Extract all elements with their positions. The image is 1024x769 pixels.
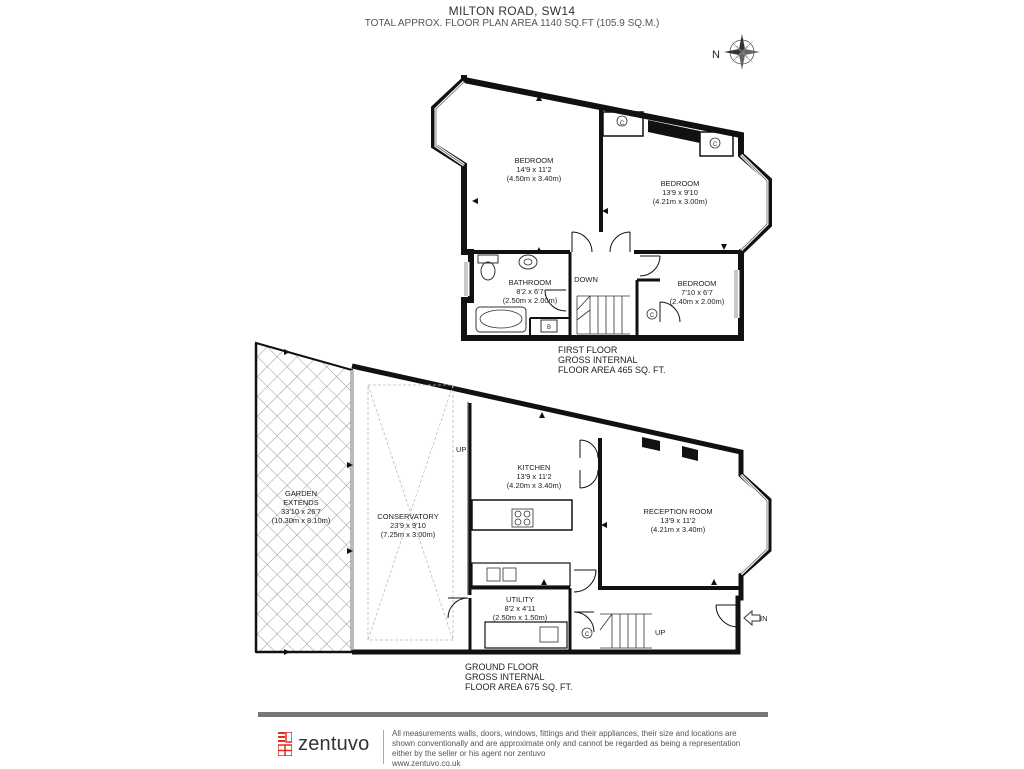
brand-logo xyxy=(278,732,369,756)
room-dims-conservatory: 23'9 x 9'10 xyxy=(390,521,426,530)
room-name-bedroom-1: BEDROOM xyxy=(514,156,554,165)
room-metric-bedroom-1: (4.50m x 3.40m) xyxy=(506,174,562,183)
room-dims-bedroom-1: 14'9 x 11'2 xyxy=(516,165,552,174)
room-metric-bedroom-3: (2.40m x 2.00m) xyxy=(669,297,725,306)
stairs-down-label: DOWN xyxy=(574,275,598,284)
stairs-up-label: UP xyxy=(655,628,666,637)
room-name-kitchen: KITCHEN xyxy=(517,463,551,472)
room-name-garden: GARDEN xyxy=(284,489,318,498)
compass-rose-icon xyxy=(724,34,760,70)
cupboard-label: C xyxy=(649,313,655,319)
room-dims-bathroom: 8'2 x 6'7 xyxy=(516,287,544,296)
stairs-up-label-conservatory: UP xyxy=(456,445,467,454)
plan-subtitle: TOTAL APPROX. FLOOR PLAN AREA 1140 SQ.FT (105.9 SQ.M.) xyxy=(364,18,660,29)
disclaimer-text xyxy=(392,729,752,769)
compass-north-label: N xyxy=(712,49,720,61)
room-dims-reception: 13'9 x 11'2 xyxy=(660,516,696,525)
ground-floor-area-line-2: GROSS INTERNAL xyxy=(465,672,545,682)
cupboard-label: C xyxy=(584,632,590,638)
room-dims-bedroom-3: 7'10 x 6'7 xyxy=(681,288,713,297)
entrance-in-label: IN xyxy=(760,614,768,623)
boiler-label: B xyxy=(546,325,552,331)
room-name-bedroom-3: BEDROOM xyxy=(677,279,717,288)
room-metric-kitchen: (4.20m x 3.40m) xyxy=(506,481,562,490)
room-dims-kitchen: 13'9 x 11'2 xyxy=(516,472,552,481)
room-name-utility: UTILITY xyxy=(506,595,534,604)
website-link[interactable]: www.zentuvo.co.uk xyxy=(392,759,461,768)
room-metric-bathroom: (2.50m x 2.00m) xyxy=(502,296,558,305)
disclaimer-body: All measurements walls, doors, windows, fittings and their appliances, their size and locations are shown conventionally and are approximate only and cannot be regarded as being a representation either by the seller or his agent nor zentuvo xyxy=(392,729,741,758)
cupboard-label: C xyxy=(712,142,718,148)
cupboard-label: C xyxy=(619,121,625,127)
ground-floor-area-line-1: GROUND FLOOR xyxy=(465,662,539,672)
footer-divider-bar xyxy=(258,712,768,717)
room-dims-bedroom-2: 13'9 x 9'10 xyxy=(662,188,698,197)
plan-title: MILTON ROAD, SW14 xyxy=(448,4,576,18)
footer-vertical-divider xyxy=(383,730,384,764)
zentuvo-logo-icon xyxy=(278,732,292,756)
first-floor-area-line-1: FIRST FLOOR xyxy=(558,345,618,355)
room-name-conservatory: CONSERVATORY xyxy=(377,512,439,521)
room-metric-garden: (10.30m x 8.10m) xyxy=(271,516,331,525)
entrance-arrow-icon xyxy=(744,611,760,625)
room-metric-conservatory: (7.25m x 3.00m) xyxy=(380,530,436,539)
room-dims-utility: 8'2 x 4'11 xyxy=(504,604,536,613)
first-floor-area-line-2: GROSS INTERNAL xyxy=(558,355,638,365)
room-metric-utility: (2.50m x 1.50m) xyxy=(492,613,548,622)
room-metric-bedroom-2: (4.21m x 3.00m) xyxy=(652,197,708,206)
first-floor-area-line-3: FLOOR AREA 465 SQ. FT. xyxy=(558,365,666,375)
room-name-garden-2: EXTENDS xyxy=(283,498,319,507)
room-name-reception: RECEPTION ROOM xyxy=(643,507,713,516)
room-metric-reception: (4.21m x 3.40m) xyxy=(650,525,706,534)
ground-floor-area-line-3: FLOOR AREA 675 SQ. FT. xyxy=(465,682,573,692)
room-name-bedroom-2: BEDROOM xyxy=(660,179,700,188)
brand-name: zentuvo xyxy=(298,732,370,755)
room-name-bathroom: BATHROOM xyxy=(508,278,552,287)
room-dims-garden: 33'10 x 26'7 xyxy=(281,507,321,516)
